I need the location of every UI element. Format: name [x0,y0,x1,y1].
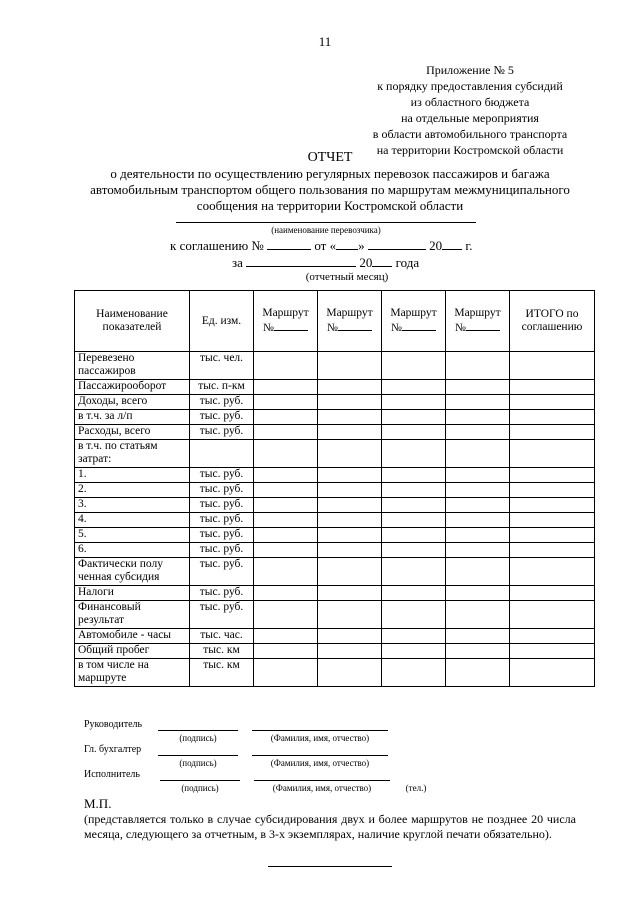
route-label: Маршрут [454,307,501,319]
header-route [446,291,510,352]
route-value-cell[interactable] [382,601,446,629]
table-row [75,468,595,483]
row-unit: тыс. чел. [190,352,254,380]
report-title-line: автомобильным транспортом общего пользования по маршрутам межмуниципального [90,182,570,197]
total-value-cell[interactable] [510,528,595,543]
row-name: Доходы, всего [75,395,190,410]
agreement-year-field[interactable] [442,238,462,250]
route-value-cell[interactable] [254,468,318,483]
route-value-cell[interactable] [318,586,382,601]
stamp-label: М.П. [84,796,112,811]
route-value-cell[interactable] [446,425,510,440]
route-value-cell[interactable] [382,352,446,380]
executor-signature-line[interactable] [160,780,240,781]
route-value-cell[interactable] [318,425,382,440]
report-title-line: сообщения на территории Костромской области [196,198,464,213]
route-value-cell[interactable] [318,410,382,425]
route-value-cell[interactable] [382,380,446,395]
route-value-cell[interactable] [254,440,318,468]
row-name: Финансовый результат [75,601,190,629]
route-value-cell[interactable] [382,586,446,601]
table-header-row [75,291,595,352]
route-value-cell[interactable] [318,498,382,513]
name-caption: (Фамилия, имя, отчество) [272,783,372,793]
agreement-number-field[interactable] [267,238,311,250]
route-value-cell[interactable] [318,601,382,629]
appendix-line: на территории Костромской области [376,143,564,157]
appendix-block [330,62,610,158]
total-value-cell[interactable] [510,498,595,513]
row-unit: тыс. руб. [190,483,254,498]
period-line [232,255,419,271]
route-value-cell[interactable] [254,601,318,629]
route-no: № [455,322,466,334]
row-unit: тыс. руб. [190,543,254,558]
period-month-field[interactable] [246,255,356,267]
appendix-line: к порядку предоставления субсидий [377,79,563,93]
row-unit: тыс. час. [190,629,254,644]
row-name: Общий пробег [75,644,190,659]
route-value-cell[interactable] [254,513,318,528]
total-value-cell[interactable] [510,425,595,440]
report-heading: ОТЧЕТ [307,150,353,165]
total-value-cell[interactable] [510,558,595,586]
header-route [382,291,446,352]
total-value-cell[interactable] [510,513,595,528]
route-value-cell[interactable] [382,513,446,528]
report-title-line: о деятельности по осуществлению регулярных перевозок пассажиров и багажа [110,166,550,181]
carrier-caption: (наименование перевозчика) [271,225,381,235]
route-value-cell[interactable] [382,644,446,659]
route-value-cell[interactable] [254,528,318,543]
accountant-name-line[interactable] [252,755,388,756]
total-value-cell[interactable] [510,468,595,483]
total-value-cell[interactable] [510,543,595,558]
header-route [318,291,382,352]
period-year-suffix: года [395,255,420,270]
period-year-field[interactable] [372,255,392,267]
route-value-cell[interactable] [382,425,446,440]
route-value-cell[interactable] [382,558,446,586]
carrier-name-field[interactable] [176,222,476,223]
appendix-line: Приложение № 5 [426,63,514,77]
row-unit: тыс. км [190,644,254,659]
route-value-cell[interactable] [254,483,318,498]
route-value-cell[interactable] [254,558,318,586]
phone-caption: (тел.) [405,783,427,793]
report-table [74,290,595,687]
route-value-cell[interactable] [254,629,318,644]
row-name: 5. [75,528,190,543]
appendix-line: на отдельные мероприятия [401,111,539,125]
page-number: 11 [318,34,332,49]
table-row [75,586,595,601]
agreement-month-field[interactable] [368,238,426,250]
route-value-cell[interactable] [318,440,382,468]
period-prefix: за [232,255,243,270]
route-value-cell[interactable] [446,601,510,629]
route-value-cell[interactable] [318,558,382,586]
table-row [75,410,595,425]
sign-caption: (подпись) [179,758,217,768]
total-value-cell[interactable] [510,410,595,425]
sign-caption: (подпись) [181,783,219,793]
route-value-cell[interactable] [254,352,318,380]
total-value-cell[interactable] [510,644,595,659]
route-value-cell[interactable] [446,483,510,498]
route-value-cell[interactable] [382,468,446,483]
name-caption: (Фамилия, имя, отчество) [270,733,370,743]
row-unit: тыс. п-км [190,380,254,395]
row-name: в том числе на маршруте [75,659,190,687]
agreement-line [170,238,472,254]
total-value-cell[interactable] [510,395,595,410]
agreement-year-suffix: г. [465,238,473,253]
row-name: 2. [75,483,190,498]
route-label: Маршрут [390,307,437,319]
route-value-cell[interactable] [254,586,318,601]
route-value-cell[interactable] [446,498,510,513]
head-signature-line[interactable] [158,730,238,731]
route-value-cell[interactable] [254,425,318,440]
table-row [75,659,595,687]
agreement-quote: » [358,238,365,253]
table-body [75,352,595,687]
table-row [75,380,595,395]
row-name: Фактически полу ченная субсидия [75,558,190,586]
route-value-cell[interactable] [254,644,318,659]
row-unit [190,440,254,468]
route-value-cell[interactable] [254,395,318,410]
route-value-cell[interactable] [318,528,382,543]
table-row [75,483,595,498]
route-value-cell[interactable] [318,543,382,558]
table-row [75,528,595,543]
route-value-cell[interactable] [382,483,446,498]
route-value-cell[interactable] [446,659,510,687]
route-value-cell[interactable] [318,395,382,410]
route-no: № [327,322,338,334]
table-row [75,644,595,659]
route-value-cell[interactable] [446,380,510,395]
executor-label: Исполнитель [84,769,140,780]
total-value-cell[interactable] [510,440,595,468]
route-value-cell[interactable] [382,629,446,644]
route-value-cell[interactable] [446,629,510,644]
route-value-cell[interactable] [318,483,382,498]
row-name: 4. [75,513,190,528]
total-value-cell[interactable] [510,586,595,601]
row-unit: тыс. руб. [190,395,254,410]
table-row [75,440,595,468]
appendix-line: в области автомобильного транспорта [372,127,568,141]
appendix-line: из областного бюджета [410,95,530,109]
row-unit: тыс. руб. [190,468,254,483]
end-rule [268,866,392,867]
route-value-cell[interactable] [318,380,382,395]
row-name: в т.ч. по статьям затрат: [75,440,190,468]
table-row [75,558,595,586]
table-row [75,629,595,644]
route-label: Маршрут [262,307,309,319]
agreement-day-field[interactable] [336,238,358,250]
row-unit: тыс. руб. [190,410,254,425]
header-unit: Ед. изм. [190,291,254,352]
accountant-label: Гл. бухгалтер [84,744,142,755]
route-no: № [391,322,402,334]
route-value-cell[interactable] [446,644,510,659]
row-name: 1. [75,468,190,483]
route-value-cell[interactable] [446,352,510,380]
table-row [75,543,595,558]
route-value-cell[interactable] [382,395,446,410]
accountant-signature-line[interactable] [158,755,238,756]
total-value-cell[interactable] [510,629,595,644]
name-caption: (Фамилия, имя, отчество) [270,758,370,768]
route-value-cell[interactable] [382,440,446,468]
row-unit: тыс. руб. [190,425,254,440]
row-unit: тыс. руб. [190,528,254,543]
route-no: № [263,322,274,334]
header-total: ИТОГО по соглашению [510,291,595,352]
executor-name-line[interactable] [254,780,390,781]
route-value-cell[interactable] [318,644,382,659]
row-name: Налоги [75,586,190,601]
head-label: Руководитель [84,719,143,730]
route-label: Маршрут [326,307,373,319]
agreement-year-prefix: 20 [429,238,443,253]
report-title [60,150,600,214]
row-name: Перевезено пассажиров [75,352,190,380]
period-caption: (отчетный месяц) [305,271,389,283]
route-value-cell[interactable] [254,498,318,513]
route-value-cell[interactable] [382,410,446,425]
route-value-cell[interactable] [318,352,382,380]
total-value-cell[interactable] [510,483,595,498]
row-name: Пассажирооборот [75,380,190,395]
route-value-cell[interactable] [382,498,446,513]
period-year-prefix: 20 [359,255,373,270]
row-name: 3. [75,498,190,513]
route-value-cell[interactable] [318,629,382,644]
total-value-cell[interactable] [510,601,595,629]
table-row [75,498,595,513]
note-text: (представляется только в случае субсидирования двух и более маршрутов не позднее 20 числа месяца, следующего за отчетным, в 3-х экземплярах, наличие круглой печати обязательно). [84,812,576,841]
route-value-cell[interactable] [318,513,382,528]
table-row [75,601,595,629]
total-value-cell[interactable] [510,380,595,395]
header-route [254,291,318,352]
table-row [75,395,595,410]
head-name-line[interactable] [252,730,388,731]
route-value-cell[interactable] [382,659,446,687]
route-value-cell[interactable] [254,659,318,687]
row-unit: тыс. руб. [190,513,254,528]
route-value-cell[interactable] [318,468,382,483]
row-unit: тыс. руб. [190,586,254,601]
route-value-cell[interactable] [254,410,318,425]
route-value-cell[interactable] [446,543,510,558]
agreement-prefix: к соглашению № [170,238,264,253]
route-value-cell[interactable] [318,659,382,687]
header-name: Наименование показателей [75,291,190,352]
route-value-cell[interactable] [446,513,510,528]
row-unit: тыс. руб. [190,498,254,513]
table-row [75,425,595,440]
sign-caption: (подпись) [179,733,217,743]
route-value-cell[interactable] [446,586,510,601]
total-value-cell[interactable] [510,352,595,380]
route-value-cell[interactable] [446,395,510,410]
route-value-cell[interactable] [446,528,510,543]
route-value-cell[interactable] [382,528,446,543]
row-unit: тыс. км [190,659,254,687]
row-unit: тыс. руб. [190,601,254,629]
route-value-cell[interactable] [254,543,318,558]
route-value-cell[interactable] [446,468,510,483]
route-value-cell[interactable] [382,543,446,558]
row-name: Автомобиле - часы [75,629,190,644]
route-value-cell[interactable] [446,410,510,425]
row-name: 6. [75,543,190,558]
route-value-cell[interactable] [446,558,510,586]
table-row [75,513,595,528]
row-name: Расходы, всего [75,425,190,440]
table-row [75,352,595,380]
route-value-cell[interactable] [446,440,510,468]
route-value-cell[interactable] [254,380,318,395]
total-value-cell[interactable] [510,659,595,687]
agreement-from: от « [314,238,337,253]
row-unit: тыс. руб. [190,558,254,586]
row-name: в т.ч. за л/п [75,410,190,425]
